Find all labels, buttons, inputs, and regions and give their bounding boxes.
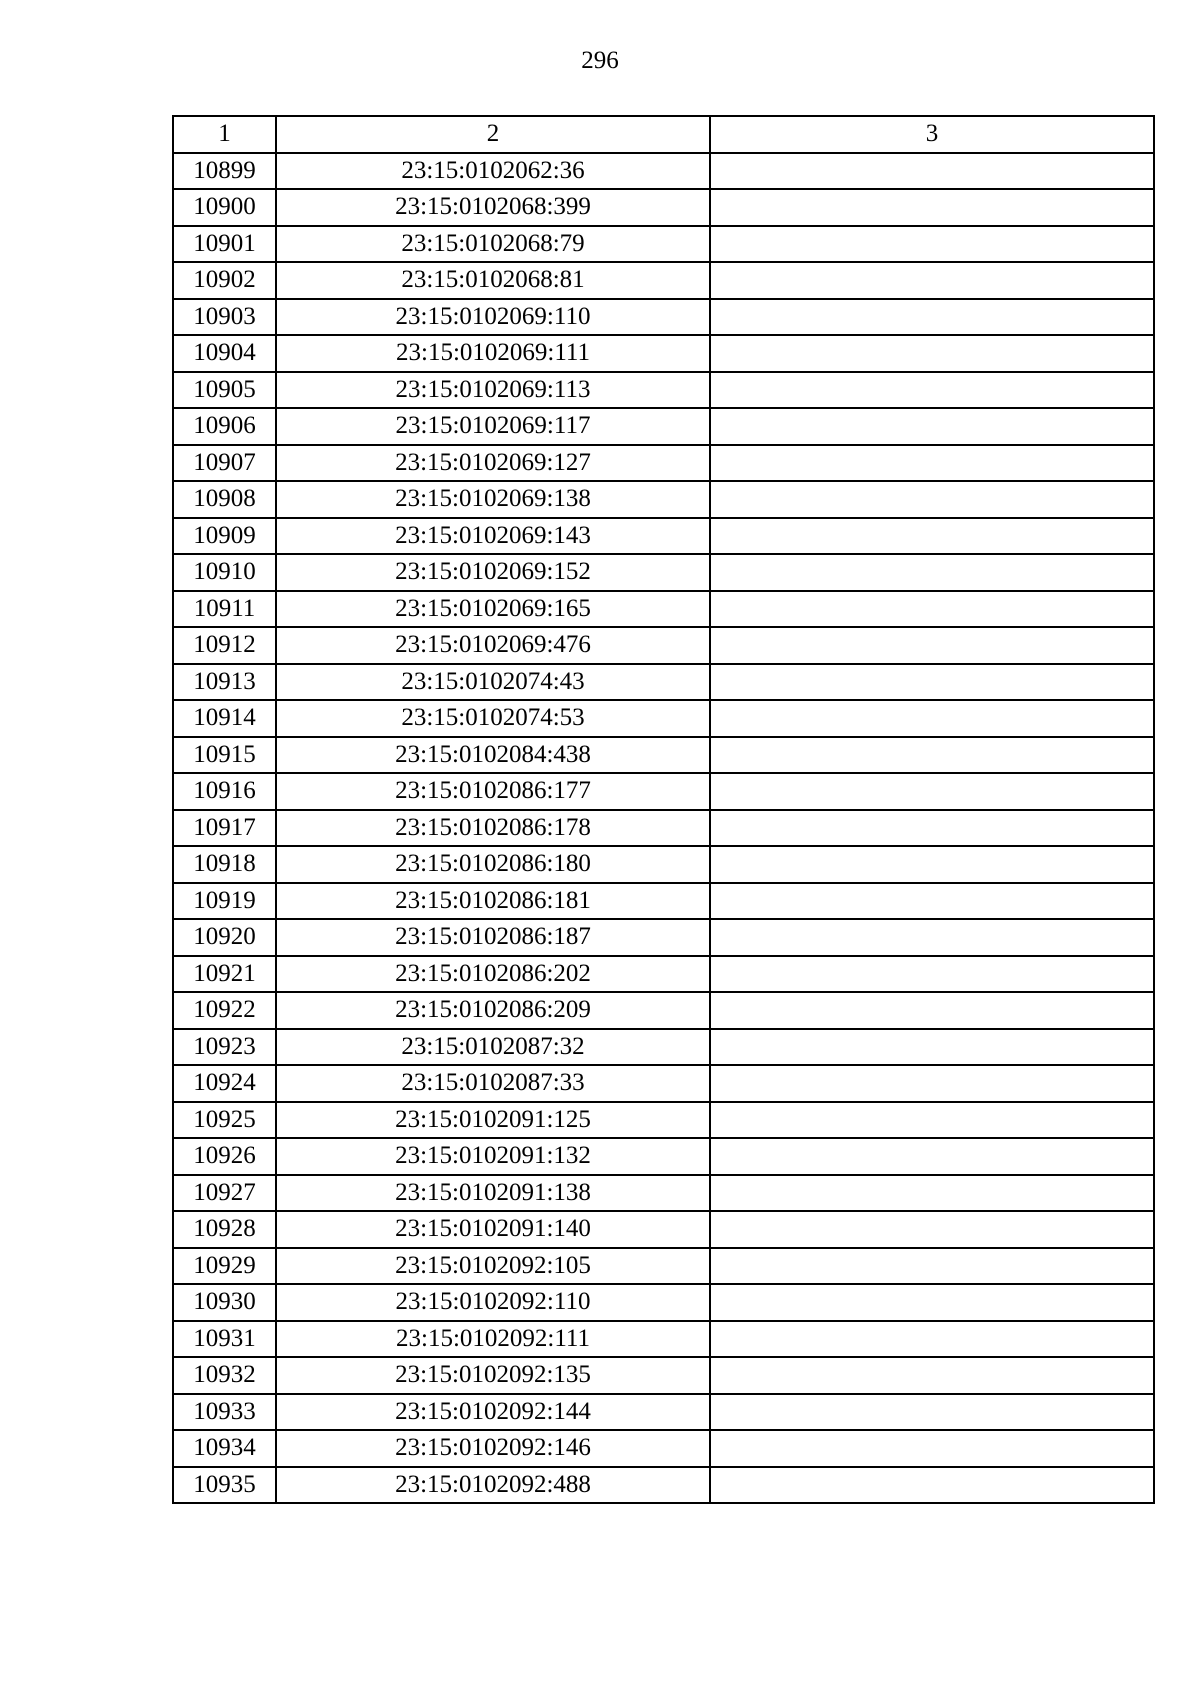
table-body <box>173 116 1154 1503</box>
table-row <box>173 1430 1154 1467</box>
cadastral-number-cell: 23:15:0102091:132 <box>276 1138 710 1175</box>
cadastral-number-cell: 23:15:0102092:105 <box>276 1248 710 1285</box>
table-row <box>173 992 1154 1029</box>
row-number-cell: 10917 <box>173 810 276 847</box>
table-header-row <box>173 116 1154 153</box>
cadastral-number-cell: 23:15:0102069:127 <box>276 445 710 482</box>
row-number-cell: 10934 <box>173 1430 276 1467</box>
note-cell <box>710 335 1154 372</box>
note-cell <box>710 810 1154 847</box>
table-row <box>173 737 1154 774</box>
table-row <box>173 226 1154 263</box>
row-number-cell: 10923 <box>173 1029 276 1066</box>
row-number-cell: 10916 <box>173 773 276 810</box>
note-cell <box>710 1357 1154 1394</box>
table-row <box>173 372 1154 409</box>
row-number-cell: 10915 <box>173 737 276 774</box>
cadastral-number-cell: 23:15:0102069:111 <box>276 335 710 372</box>
cadastral-number-cell: 23:15:0102069:113 <box>276 372 710 409</box>
note-cell <box>710 773 1154 810</box>
table-row <box>173 408 1154 445</box>
cadastral-number-cell: 23:15:0102092:144 <box>276 1394 710 1431</box>
note-cell <box>710 737 1154 774</box>
table-row <box>173 1284 1154 1321</box>
page-number: 296 <box>581 47 619 74</box>
row-number-cell: 10906 <box>173 408 276 445</box>
table-row <box>173 299 1154 336</box>
note-cell <box>710 1321 1154 1358</box>
row-number-cell: 10903 <box>173 299 276 336</box>
cadastral-number-cell: 23:15:0102069:117 <box>276 408 710 445</box>
cadastral-number-cell: 23:15:0102086:180 <box>276 846 710 883</box>
table-row <box>173 1248 1154 1285</box>
row-number-cell: 10910 <box>173 554 276 591</box>
note-cell <box>710 554 1154 591</box>
note-cell <box>710 1175 1154 1212</box>
row-number-cell: 10926 <box>173 1138 276 1175</box>
cadastral-number-cell: 23:15:0102086:181 <box>276 883 710 920</box>
cadastral-number-cell: 23:15:0102086:209 <box>276 992 710 1029</box>
table-row <box>173 919 1154 956</box>
row-number-cell: 10929 <box>173 1248 276 1285</box>
row-number-cell: 10921 <box>173 956 276 993</box>
cadastral-number-cell: 23:15:0102062:36 <box>276 153 710 190</box>
row-number-cell: 10924 <box>173 1065 276 1102</box>
note-cell <box>710 919 1154 956</box>
cadastral-number-cell: 23:15:0102086:202 <box>276 956 710 993</box>
row-number-cell: 10913 <box>173 664 276 701</box>
cadastral-number-cell: 23:15:0102069:152 <box>276 554 710 591</box>
header-cell-3: 3 <box>710 116 1154 153</box>
table-row <box>173 956 1154 993</box>
table-row <box>173 518 1154 555</box>
cadastral-number-cell: 23:15:0102092:111 <box>276 1321 710 1358</box>
note-cell <box>710 1248 1154 1285</box>
table-row <box>173 773 1154 810</box>
table-row <box>173 883 1154 920</box>
cadastral-number-cell: 23:15:0102086:187 <box>276 919 710 956</box>
table-row <box>173 554 1154 591</box>
row-number-cell: 10920 <box>173 919 276 956</box>
note-cell <box>710 153 1154 190</box>
cadastral-table <box>172 115 1155 1504</box>
row-number-cell: 10933 <box>173 1394 276 1431</box>
cadastral-number-cell: 23:15:0102092:135 <box>276 1357 710 1394</box>
cadastral-number-cell: 23:15:0102074:53 <box>276 700 710 737</box>
table-row <box>173 1467 1154 1504</box>
table-row <box>173 1211 1154 1248</box>
note-cell <box>710 262 1154 299</box>
table-row <box>173 1321 1154 1358</box>
cadastral-number-cell: 23:15:0102092:146 <box>276 1430 710 1467</box>
table-row <box>173 445 1154 482</box>
cadastral-number-cell: 23:15:0102069:138 <box>276 481 710 518</box>
note-cell <box>710 481 1154 518</box>
row-number-cell: 10918 <box>173 846 276 883</box>
note-cell <box>710 226 1154 263</box>
note-cell <box>710 299 1154 336</box>
note-cell <box>710 1138 1154 1175</box>
table-row <box>173 262 1154 299</box>
table-row <box>173 627 1154 664</box>
table-row <box>173 481 1154 518</box>
table-row <box>173 846 1154 883</box>
note-cell <box>710 591 1154 628</box>
cadastral-number-cell: 23:15:0102084:438 <box>276 737 710 774</box>
cadastral-number-cell: 23:15:0102069:165 <box>276 591 710 628</box>
table-row <box>173 1102 1154 1139</box>
note-cell <box>710 1284 1154 1321</box>
table-row <box>173 1065 1154 1102</box>
cadastral-number-cell: 23:15:0102087:32 <box>276 1029 710 1066</box>
note-cell <box>710 408 1154 445</box>
note-cell <box>710 1430 1154 1467</box>
table-row <box>173 1357 1154 1394</box>
note-cell <box>710 1394 1154 1431</box>
table-row <box>173 1138 1154 1175</box>
row-number-cell: 10909 <box>173 518 276 555</box>
cadastral-number-cell: 23:15:0102068:399 <box>276 189 710 226</box>
row-number-cell: 10900 <box>173 189 276 226</box>
row-number-cell: 10922 <box>173 992 276 1029</box>
table-row <box>173 700 1154 737</box>
table-row <box>173 810 1154 847</box>
note-cell <box>710 700 1154 737</box>
row-number-cell: 10908 <box>173 481 276 518</box>
row-number-cell: 10914 <box>173 700 276 737</box>
cadastral-number-cell: 23:15:0102091:125 <box>276 1102 710 1139</box>
table-row <box>173 335 1154 372</box>
row-number-cell: 10904 <box>173 335 276 372</box>
note-cell <box>710 518 1154 555</box>
row-number-cell: 10911 <box>173 591 276 628</box>
row-number-cell: 10925 <box>173 1102 276 1139</box>
cadastral-number-cell: 23:15:0102092:110 <box>276 1284 710 1321</box>
cadastral-number-cell: 23:15:0102091:138 <box>276 1175 710 1212</box>
cadastral-number-cell: 23:15:0102068:81 <box>276 262 710 299</box>
cadastral-number-cell: 23:15:0102086:177 <box>276 773 710 810</box>
row-number-cell: 10902 <box>173 262 276 299</box>
row-number-cell: 10907 <box>173 445 276 482</box>
note-cell <box>710 992 1154 1029</box>
note-cell <box>710 372 1154 409</box>
cadastral-number-cell: 23:15:0102069:143 <box>276 518 710 555</box>
table-row <box>173 664 1154 701</box>
row-number-cell: 10927 <box>173 1175 276 1212</box>
note-cell <box>710 846 1154 883</box>
table-row <box>173 1394 1154 1431</box>
cadastral-number-cell: 23:15:0102091:140 <box>276 1211 710 1248</box>
note-cell <box>710 189 1154 226</box>
note-cell <box>710 1102 1154 1139</box>
cadastral-number-cell: 23:15:0102092:488 <box>276 1467 710 1504</box>
note-cell <box>710 1065 1154 1102</box>
cadastral-number-cell: 23:15:0102086:178 <box>276 810 710 847</box>
header-cell-1: 1 <box>173 116 276 153</box>
note-cell <box>710 1029 1154 1066</box>
note-cell <box>710 883 1154 920</box>
cadastral-number-cell: 23:15:0102068:79 <box>276 226 710 263</box>
row-number-cell: 10899 <box>173 153 276 190</box>
row-number-cell: 10932 <box>173 1357 276 1394</box>
note-cell <box>710 664 1154 701</box>
row-number-cell: 10931 <box>173 1321 276 1358</box>
table-row <box>173 1029 1154 1066</box>
cadastral-number-cell: 23:15:0102069:476 <box>276 627 710 664</box>
note-cell <box>710 1467 1154 1504</box>
note-cell <box>710 627 1154 664</box>
table-row <box>173 153 1154 190</box>
note-cell <box>710 445 1154 482</box>
row-number-cell: 10928 <box>173 1211 276 1248</box>
row-number-cell: 10919 <box>173 883 276 920</box>
table-row <box>173 591 1154 628</box>
row-number-cell: 10905 <box>173 372 276 409</box>
table-row <box>173 189 1154 226</box>
cadastral-number-cell: 23:15:0102074:43 <box>276 664 710 701</box>
row-number-cell: 10935 <box>173 1467 276 1504</box>
note-cell <box>710 1211 1154 1248</box>
cadastral-number-cell: 23:15:0102069:110 <box>276 299 710 336</box>
table-row <box>173 1175 1154 1212</box>
cadastral-number-cell: 23:15:0102087:33 <box>276 1065 710 1102</box>
header-cell-2: 2 <box>276 116 710 153</box>
row-number-cell: 10912 <box>173 627 276 664</box>
row-number-cell: 10930 <box>173 1284 276 1321</box>
note-cell <box>710 956 1154 993</box>
row-number-cell: 10901 <box>173 226 276 263</box>
